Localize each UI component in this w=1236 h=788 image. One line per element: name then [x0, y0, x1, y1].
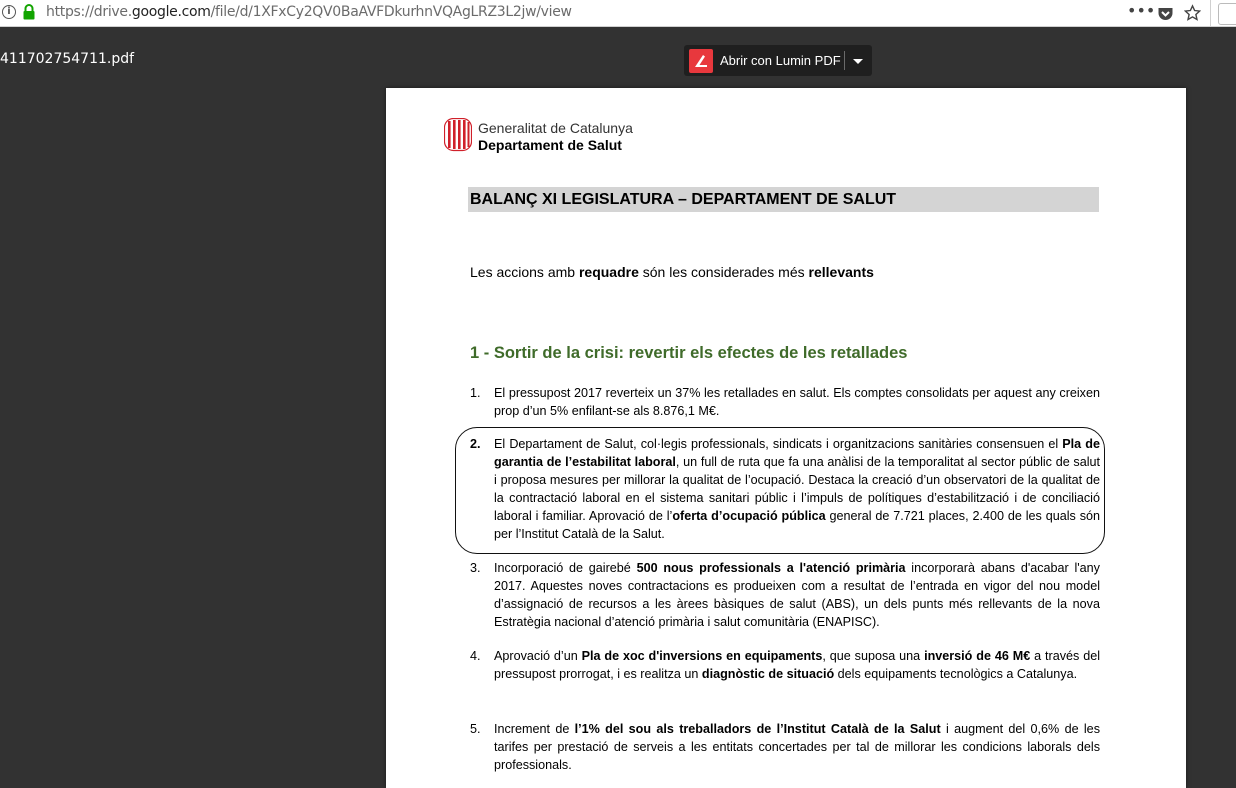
intro-text	[470, 264, 874, 280]
list-item	[470, 384, 1100, 420]
intro-part: Les accions amb	[470, 264, 579, 280]
item-number: 1.	[470, 386, 481, 400]
info-icon[interactable]: i	[2, 5, 16, 19]
list-item	[470, 435, 1100, 543]
item-number: 5.	[470, 722, 481, 736]
item-text	[494, 559, 1100, 631]
url-suffix: /file/d/1XFxCy2QV0BaAVFDkurhnVQAgLRZ3L2jw/view	[210, 4, 572, 20]
bookmark-star-icon[interactable]	[1184, 3, 1201, 23]
list-item	[470, 720, 1100, 774]
org-name: Generalitat de Catalunya	[478, 120, 633, 136]
item-text-bold: inversió de 46 M€	[924, 649, 1031, 663]
open-with-label: Abrir con Lumin PDF	[720, 53, 841, 68]
pocket-icon[interactable]	[1157, 4, 1174, 24]
list-item	[470, 647, 1100, 683]
item-number: 3.	[470, 561, 481, 575]
item-text-bold: oferta d’ocupació pública	[672, 509, 826, 523]
url-domain: google.com	[131, 4, 211, 20]
item-text-part: a través del pressupost prorrogat, i es realitza un	[494, 649, 1100, 681]
page-actions-button[interactable]: •••	[1127, 1, 1156, 20]
intro-part: són les considerades més	[638, 264, 809, 280]
item-text	[494, 435, 1100, 543]
item-text	[494, 384, 1100, 420]
search-box[interactable]	[1218, 3, 1236, 25]
item-text-bold: l’1% del sou als treballadors de l’Institut Català de la Salut	[574, 722, 941, 736]
item-number: 4.	[470, 649, 481, 663]
intro-bold: requadre	[578, 264, 639, 280]
item-text-part: , que suposa una	[822, 649, 925, 663]
list-item	[470, 559, 1100, 631]
chevron-down-icon[interactable]	[853, 59, 863, 64]
item-text-part: , un full de ruta que fa una anàlisi de la temporalitat al sector públic de salut i proposa mesures per millorar la qualitat de l’ocupació. Destaca la creació d’un observatori de la qualitat de la contractació laboral en el sistema sanitari públic i l’impuls de polítiques d’estabilització i de conciliació laboral i familiar. Aprovació de l’	[494, 455, 1101, 523]
toolbar-separator	[1210, 0, 1211, 26]
item-text-bold: 500 nous professionals a l'atenció primària	[636, 561, 906, 575]
section-heading: 1 - Sortir de la crisi: revertir els efectes de les retallades	[470, 344, 908, 362]
item-text-part: i augment del 0,6% de les tarifes per prestació de serveis a les entitats concertades per tal de millorar les condicions laborals dels professionals.	[494, 722, 1100, 772]
item-text	[494, 720, 1100, 774]
lumin-pdf-icon	[689, 49, 713, 73]
item-text-part: Incorporació de gairebé	[494, 561, 637, 575]
item-text-part: Aprovació d’un	[494, 649, 582, 663]
lock-icon	[22, 4, 36, 20]
intro-bold: rellevants	[808, 264, 874, 280]
item-text-bold: Pla de xoc d'inversions en equipaments	[581, 649, 823, 663]
file-name: 411702754711.pdf	[0, 51, 135, 67]
open-with-button[interactable]	[684, 45, 872, 76]
item-text	[494, 647, 1100, 683]
item-text-part: El pressupost 2017 reverteix un 37% les retallades en salut. Els comptes consolidats per aquest any creixen prop d’un 5% enfilant-se als 8.876,1 M€.	[494, 386, 1100, 418]
item-text-bold: diagnòstic de situació	[701, 667, 835, 681]
item-text-part: general de 7.721 places, 2.400 de les quals són per l’Institut Català de la Salut.	[494, 509, 1101, 541]
url-prefix: https://drive.	[46, 4, 132, 20]
item-text-part: incorporarà abans d'acabar l'any 2017. Aquestes noves contractacions es produeixen com a resultat de l’entrada en vigor del nou model d’assignació de recursos a les àrees bàsiques de salut (ABS), un dels punts més rellevants de la nova Estratègia nacional d’atenció primària i salut comunitària (ENAPISC).	[494, 561, 1100, 629]
item-number: 2.	[470, 437, 481, 451]
item-text-part: dels equipaments tecnològics a Catalunya.	[834, 667, 1078, 681]
document-title: BALANÇ XI LEGISLATURA – DEPARTAMENT DE SALUT	[468, 187, 1099, 212]
generalitat-logo-icon	[444, 118, 472, 152]
url-text[interactable]	[46, 4, 572, 20]
item-text-bold: Pla de garantia de l’estabilitat laboral	[494, 437, 1100, 469]
department-name: Departament de Salut	[478, 137, 622, 153]
item-text-part: Increment de	[494, 722, 575, 736]
button-divider	[844, 51, 845, 70]
address-bar[interactable]	[0, 0, 1236, 27]
pdf-page	[386, 88, 1186, 788]
item-text-part: El Departament de Salut, col·legis professionals, sindicats i organitzacions sanitàries consensuen el	[494, 437, 1063, 451]
